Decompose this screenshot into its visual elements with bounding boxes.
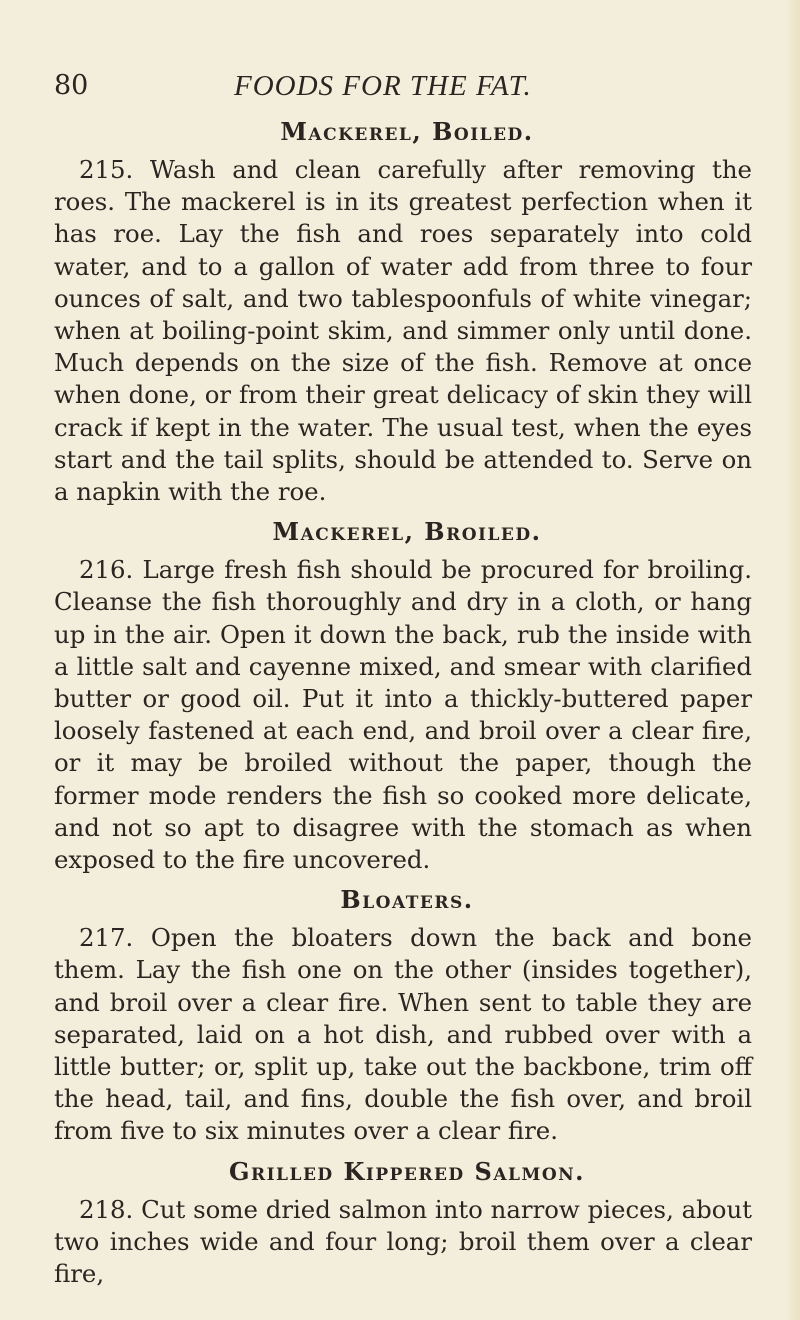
page-number: 80	[54, 70, 89, 101]
recipe-paragraph: 216. Large fresh fish should be procured for broiling. Cleanse the fish thoroughly and dry in a cloth, or hang up in the air. Open it down the back, rub the inside with a little salt and cayenne mixed, and smear with clarified butter or good oil. Put it into a thickly-buttered paper loosely fastened at each end, and broil over a clear fire, or it may be broiled without the paper, though the former mode renders the fish so cooked more delicate, and not so apt to disagree with the stomach as when exposed to the fire uncovered.	[54, 555, 752, 875]
recipe-paragraph: 215. Wash and clean carefully after removing the roes. The mackerel is in its greatest perfection when it has roe. Lay the fish and roes separately into cold water, and to a gallon of water add from three to four ounces of salt, and two tablespoonfuls of white vinegar; when at boiling-point skim, and simmer only until done. Much depends on the size of the fish. Remove at once when done, or from their great delicacy of skin they will crack if kept in the water. The usual test, when the eyes start and the tail splits, should be attended to. Serve on a napkin with the roe.	[54, 155, 752, 507]
recipe-section-grilled-kippered-salmon	[54, 1152, 752, 1291]
recipe-paragraph: 218. Cut some dried salmon into narrow pieces, about two inches wide and four long; broil them over a clear fire,	[54, 1194, 752, 1289]
section-heading: Grilled Kippered Salmon.	[228, 1156, 586, 1186]
page-header	[54, 66, 754, 106]
running-title: FOODS FOR THE FAT.	[234, 70, 532, 102]
page-edge	[786, 0, 800, 1320]
recipe-paragraph: 217. Open the bloaters down the back and bone them. Lay the fish one on the other (insides together), and broil over a clear fire. When sent to table they are separated, laid on a hot dish, and rubbed over with a little butter; or, split up, take out the backbone, trim off the head, tail, and fins, double the fish over, and broil from five to six minutes over a clear fire.	[54, 923, 752, 1146]
recipe-section-bloaters	[54, 880, 752, 1147]
section-heading: Mackerel, Boiled.	[280, 117, 534, 146]
section-heading: Mackerel, Broiled.	[272, 517, 542, 547]
recipe-section-mackerel-broiled	[54, 512, 752, 876]
page-content	[54, 112, 752, 1290]
recipe-section-mackerel-boiled	[54, 112, 752, 508]
section-heading: Bloaters.	[340, 885, 474, 915]
